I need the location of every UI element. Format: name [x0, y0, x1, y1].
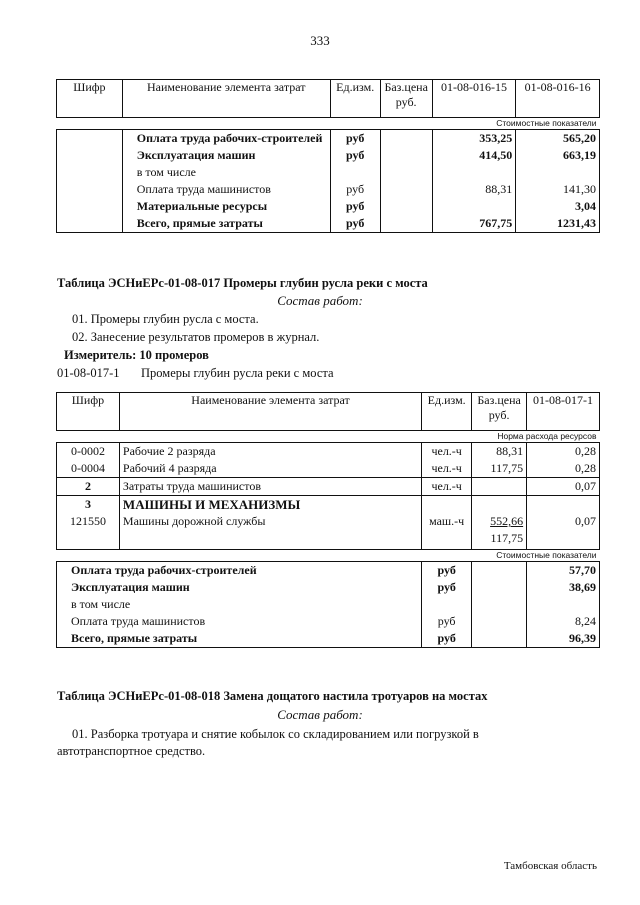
row-value-1: 414,50	[432, 147, 516, 164]
table-row	[57, 130, 600, 148]
table-row	[57, 630, 600, 648]
table-header-row	[57, 80, 600, 118]
cost-indicators-label: Стоимостные показатели	[57, 549, 600, 561]
resource-table-017	[56, 392, 600, 648]
row-unit: руб	[330, 181, 380, 198]
row-price: 117,75	[472, 460, 527, 478]
row-price: 88,31	[472, 443, 527, 461]
row-code: 0-0002	[57, 443, 120, 461]
table-row	[57, 460, 600, 478]
row-value: 0,07	[527, 513, 600, 549]
table-row	[57, 164, 600, 181]
row-code: 2	[57, 478, 120, 496]
row-value: 8,24	[527, 613, 600, 630]
row-name: Оплата труда машинистов	[57, 613, 422, 630]
table-row	[57, 443, 600, 461]
row-value: 0,28	[527, 443, 600, 461]
item-code: 01-08-017-1	[57, 366, 120, 380]
row-unit: маш.-ч	[422, 513, 472, 549]
work-step: 02. Занесение результатов промеров в журнал.	[72, 330, 320, 344]
item-name: Промеры глубин русла реки с моста	[141, 366, 334, 380]
row-value: 57,70	[527, 561, 600, 579]
row-value: 96,39	[527, 630, 600, 648]
row-unit: руб	[330, 130, 380, 148]
row-code: 0-0004	[57, 460, 120, 478]
page-number: 333	[310, 33, 330, 48]
table-row	[57, 513, 600, 549]
table-row	[57, 613, 600, 630]
header-price: Баз.цена руб.	[472, 393, 527, 431]
header-col-1: 01-08-016-15	[432, 80, 516, 118]
composition-heading: Состав работ:	[277, 707, 363, 722]
row-unit: руб	[330, 215, 380, 233]
table-row	[57, 478, 600, 496]
header-col-2: 01-08-016-16	[516, 80, 600, 118]
table-row	[57, 215, 600, 233]
composition-heading: Состав работ:	[277, 293, 363, 308]
cost-indicators-label: Стоимостные показатели	[57, 118, 600, 130]
work-step: 01. Разборка тротуара и снятие кобылок со складированием или погрузкой в	[72, 727, 479, 741]
row-value-2: 3,04	[516, 198, 600, 215]
header-name: Наименование элемента затрат	[119, 393, 421, 431]
row-name: Рабочий 4 разряда	[119, 460, 421, 478]
table-018-title: Таблица ЭСНиЕРс-01-08-018 Замена дощатого настила тротуаров на мостах	[57, 689, 488, 703]
row-unit: руб	[422, 561, 472, 579]
table-row	[57, 181, 600, 198]
row-value: 0,28	[527, 460, 600, 478]
row-name: Всего, прямые затраты	[122, 215, 330, 233]
row-value-2: 663,19	[516, 147, 600, 164]
work-step: 01. Промеры глубин русла с моста.	[72, 312, 259, 326]
table-row	[57, 596, 600, 613]
row-name: Оплата труда рабочих-строителей	[136, 131, 323, 145]
row-unit: чел.-ч	[422, 460, 472, 478]
row-name: Оплата труда рабочих-строителей	[57, 561, 422, 579]
cost-table-016	[56, 79, 600, 233]
row-value-2: 565,20	[516, 130, 600, 148]
row-price-secondary: 117,75	[490, 531, 524, 545]
row-name: Оплата труда машинистов	[136, 182, 271, 196]
row-name: Эксплуатация машин	[136, 148, 256, 162]
row-value-1: 88,31	[432, 181, 516, 198]
row-name: Рабочие 2 разряда	[119, 443, 421, 461]
row-value-2: 1231,43	[516, 215, 600, 233]
row-code: 3	[57, 496, 120, 514]
meter-label: Измеритель: 10 промеров	[64, 348, 209, 362]
header-unit: Ед.изм.	[422, 393, 472, 431]
row-code: 121550	[57, 513, 120, 549]
row-name: Машины дорожной службы	[119, 513, 421, 549]
table-row	[57, 561, 600, 579]
header-price: Баз.цена руб.	[380, 80, 432, 118]
table-row	[57, 198, 600, 215]
table-row	[57, 147, 600, 164]
row-unit: чел.-ч	[422, 443, 472, 461]
footer-region: Тамбовская область	[503, 860, 597, 872]
row-unit: руб	[330, 147, 380, 164]
row-price: 552,66	[490, 514, 524, 528]
row-name: Эксплуатация машин	[57, 579, 422, 596]
row-value: 38,69	[527, 579, 600, 596]
header-unit: Ед.изм.	[330, 80, 380, 118]
row-unit: руб	[422, 579, 472, 596]
header-code: Шифр	[57, 393, 120, 431]
work-step-continued: автотранспортное средство.	[57, 744, 206, 758]
row-name: МАШИНЫ И МЕХАНИЗМЫ	[119, 496, 421, 514]
table-017-title: Таблица ЭСНиЕРс-01-08-017 Промеры глубин русла реки с моста	[57, 276, 428, 290]
row-value-1: 353,25	[432, 130, 516, 148]
header-col-1: 01-08-017-1	[527, 393, 600, 431]
row-unit: руб	[422, 630, 472, 648]
row-unit: чел.-ч	[422, 478, 472, 496]
row-name: в том числе	[136, 165, 196, 179]
row-name: Материальные ресурсы	[136, 199, 268, 213]
resource-norm-label: Норма расхода ресурсов	[57, 431, 600, 443]
row-name: Всего, прямые затраты	[57, 630, 422, 648]
table-row	[57, 496, 600, 514]
row-name: в том числе	[57, 596, 422, 613]
row-unit: руб	[422, 613, 472, 630]
row-value-2: 141,30	[516, 181, 600, 198]
row-name: Затраты труда машинистов	[119, 478, 421, 496]
header-name: Наименование элемента затрат	[122, 80, 330, 118]
table-row	[57, 579, 600, 596]
table-header-row	[57, 393, 600, 431]
row-value: 0,07	[527, 478, 600, 496]
row-unit: руб	[330, 198, 380, 215]
header-code: Шифр	[57, 80, 123, 118]
row-value-1: 767,75	[432, 215, 516, 233]
